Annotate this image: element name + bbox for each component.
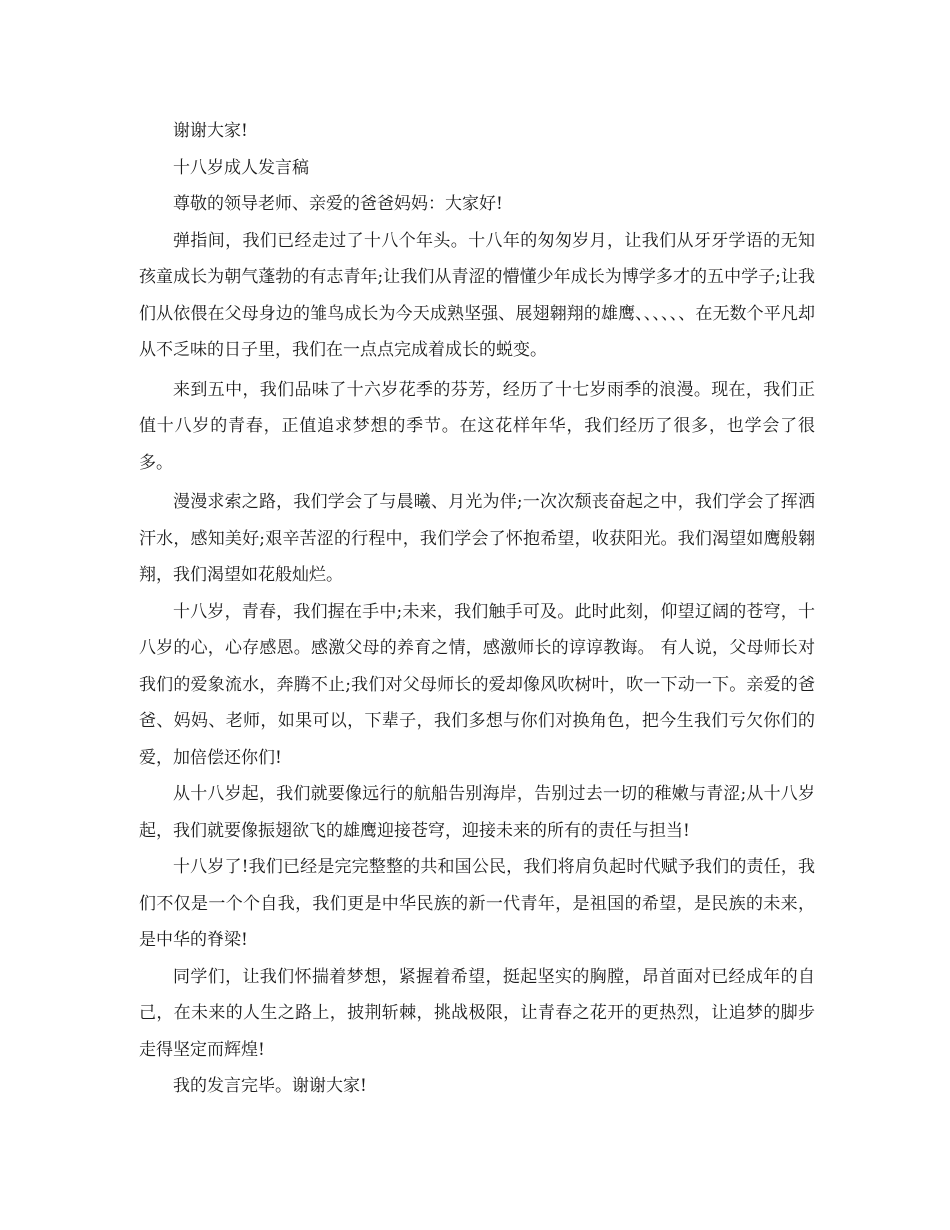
closing-line: 我的发言完毕。谢谢大家! [173,1076,367,1096]
speech-title: 十八岁成人发言稿 [173,157,309,178]
document-body [139,113,815,1105]
paragraph-3: 漫漫求索之路，我们学会了与晨曦、月光为伴;一次次颓丧奋起之中，我们学会了挥洒汗水，感知美好;艰辛苦涩的行程中，我们学会了怀抱希望，收获阳光。我们渴望如鹰般翱翔，我们渴望如花般灿烂。 [139,492,815,585]
paragraph-6: 十八岁了!我们已经是完完整整的共和国公民，我们将肩负起时代赋予我们的责任，我们不仅是一个个自我，我们更是中华民族的新一代青年，是祖国的希望，是民族的未来，是中华的脊梁! [139,857,815,950]
paragraph-2: 来到五中，我们品味了十六岁花季的芬芳，经历了十七岁雨季的浪漫。现在，我们正值十八岁的青春，正值追求梦想的季节。在这花样年华，我们经历了很多，也学会了很多。 [139,379,815,473]
paragraph-1: 弹指间，我们已经走过了十八个年头。十八年的匆匆岁月，让我们从牙牙学语的无知孩童成长为朝气蓬勃的有志青年;让我们从青涩的懵懂少年成长为博学多才的五中学子;让我们从依偎在父母身边的雏鸟成长为今天成熟坚强、展翅翱翔的雄鹰、、、、、、在无数个平凡却从不乏味的日子里，我们在一点点完成着成长的蜕变。 [139,230,815,360]
salutation: 尊敬的领导老师、亲爱的爸爸妈妈：大家好! [173,194,503,214]
paragraph-5: 从十八岁起，我们就要像远行的航船告别海岸，告别过去一切的稚嫩与青涩;从十八岁起，我们就要像振翅欲飞的雄鹰迎接苍穹，迎接未来的所有的责任与担当! [139,784,815,841]
paragraph-4: 十八岁，青春，我们握在手中;未来，我们触手可及。此时此刻，仰望辽阔的苍穹，十八岁的心，心存感恩。感激父母的养育之情，感激师长的谆谆教诲。 有人说，父母师长对我们的爱象流水，奔腾不止;我们对父母师长的爱却像风吹树叶，吹一下动一下。亲爱的爸爸、妈妈、老师，如果可以，下辈子，我们多想与你们对换角色，把今生我们亏欠你们的爱，加倍偿还你们! [139,601,815,768]
closing-thanks-line: 谢谢大家! [173,121,248,141]
paragraph-7: 同学们，让我们怀揣着梦想，紧握着希望，挺起坚实的胸膛，昂首面对已经成年的自己，在未来的人生之路上，披荆斩棘，挑战极限，让青春之花开的更热烈，让追梦的脚步走得坚定而辉煌! [139,966,815,1060]
